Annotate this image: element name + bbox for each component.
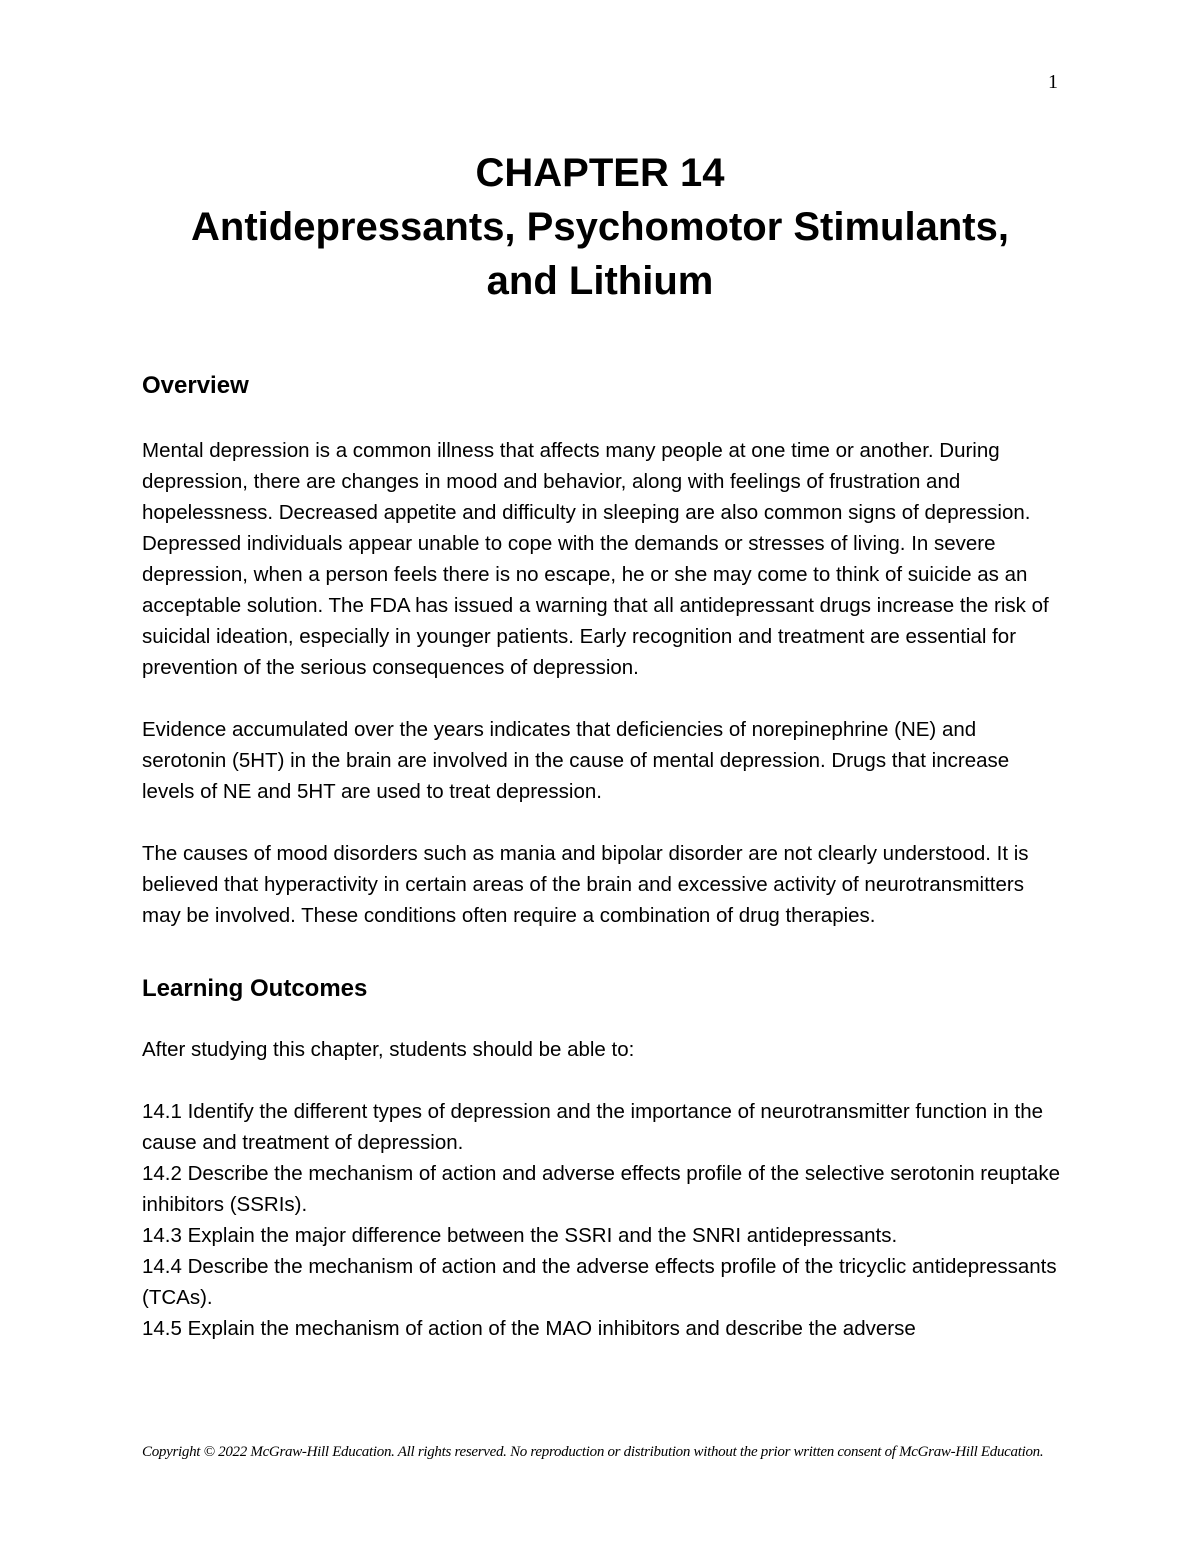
learning-outcome-item: 14.4 Describe the mechanism of action and the adverse effects profile of the tricyclic antidepressants (TCAs).	[142, 1255, 1057, 1309]
page-number: 1	[1048, 71, 1058, 93]
learning-outcome-item: 14.2 Describe the mechanism of action and adverse effects profile of the selective serotonin reuptake inhibitors (SSRIs).	[142, 1162, 1061, 1216]
chapter-title-line-1: Antidepressants, Psychomotor Stimulants,	[191, 205, 1009, 249]
overview-paragraph-1: Mental depression is a common illness that affects many people at one time or another. During depression, there are changes in mood and behavior, along with feelings of frustration and hopelessness. Decreased appetite and difficulty in sleeping are also common signs of depression. Depressed individuals appear unable to cope with the demands or stresses of living. In severe depression, when a person feels there is no escape, he or she may come to think of suicide as an acceptable solution. The FDA has issued a warning that all antidepressant drugs increase the risk of suicidal ideation, especially in younger patients. Early recognition and treatment are essential for prevention of the serious consequences of depression.	[142, 439, 1049, 679]
overview-heading: Overview	[142, 372, 249, 399]
learning-outcome-item: 14.5 Explain the mechanism of action of the MAO inhibitors and describe the adverse	[142, 1317, 916, 1340]
chapter-title-line-2: and Lithium	[486, 259, 714, 303]
learning-outcomes-list	[142, 1096, 1062, 1344]
main-content	[142, 368, 1062, 1344]
learning-outcome-item: 14.3 Explain the major difference between the SSRI and the SNRI antidepressants.	[142, 1224, 898, 1247]
learning-outcomes-heading: Learning Outcomes	[142, 975, 368, 1002]
copyright-footer: Copyright © 2022 McGraw-Hill Education. All rights reserved. No reproduction or distribution without the prior written consent of McGraw-Hill Education.	[142, 1444, 1044, 1460]
overview-paragraph-2: Evidence accumulated over the years indicates that deficiencies of norepinephrine (NE) and serotonin (5HT) in the brain are involved in the cause of mental depression. Drugs that increase levels of NE and 5HT are used to treat depression.	[142, 718, 1010, 803]
learning-outcomes-intro: After studying this chapter, students should be able to:	[142, 1038, 635, 1061]
chapter-label: CHAPTER 14	[475, 151, 725, 195]
chapter-heading	[0, 146, 1200, 308]
learning-outcome-item: 14.1 Identify the different types of depression and the importance of neurotransmitter function in the cause and treatment of depression.	[142, 1100, 1044, 1154]
overview-paragraph-3: The causes of mood disorders such as mania and bipolar disorder are not clearly understood. It is believed that hyperactivity in certain areas of the brain and excessive activity of neurotransmitters may be involved. These conditions often require a combination of drug therapies.	[142, 842, 1029, 927]
